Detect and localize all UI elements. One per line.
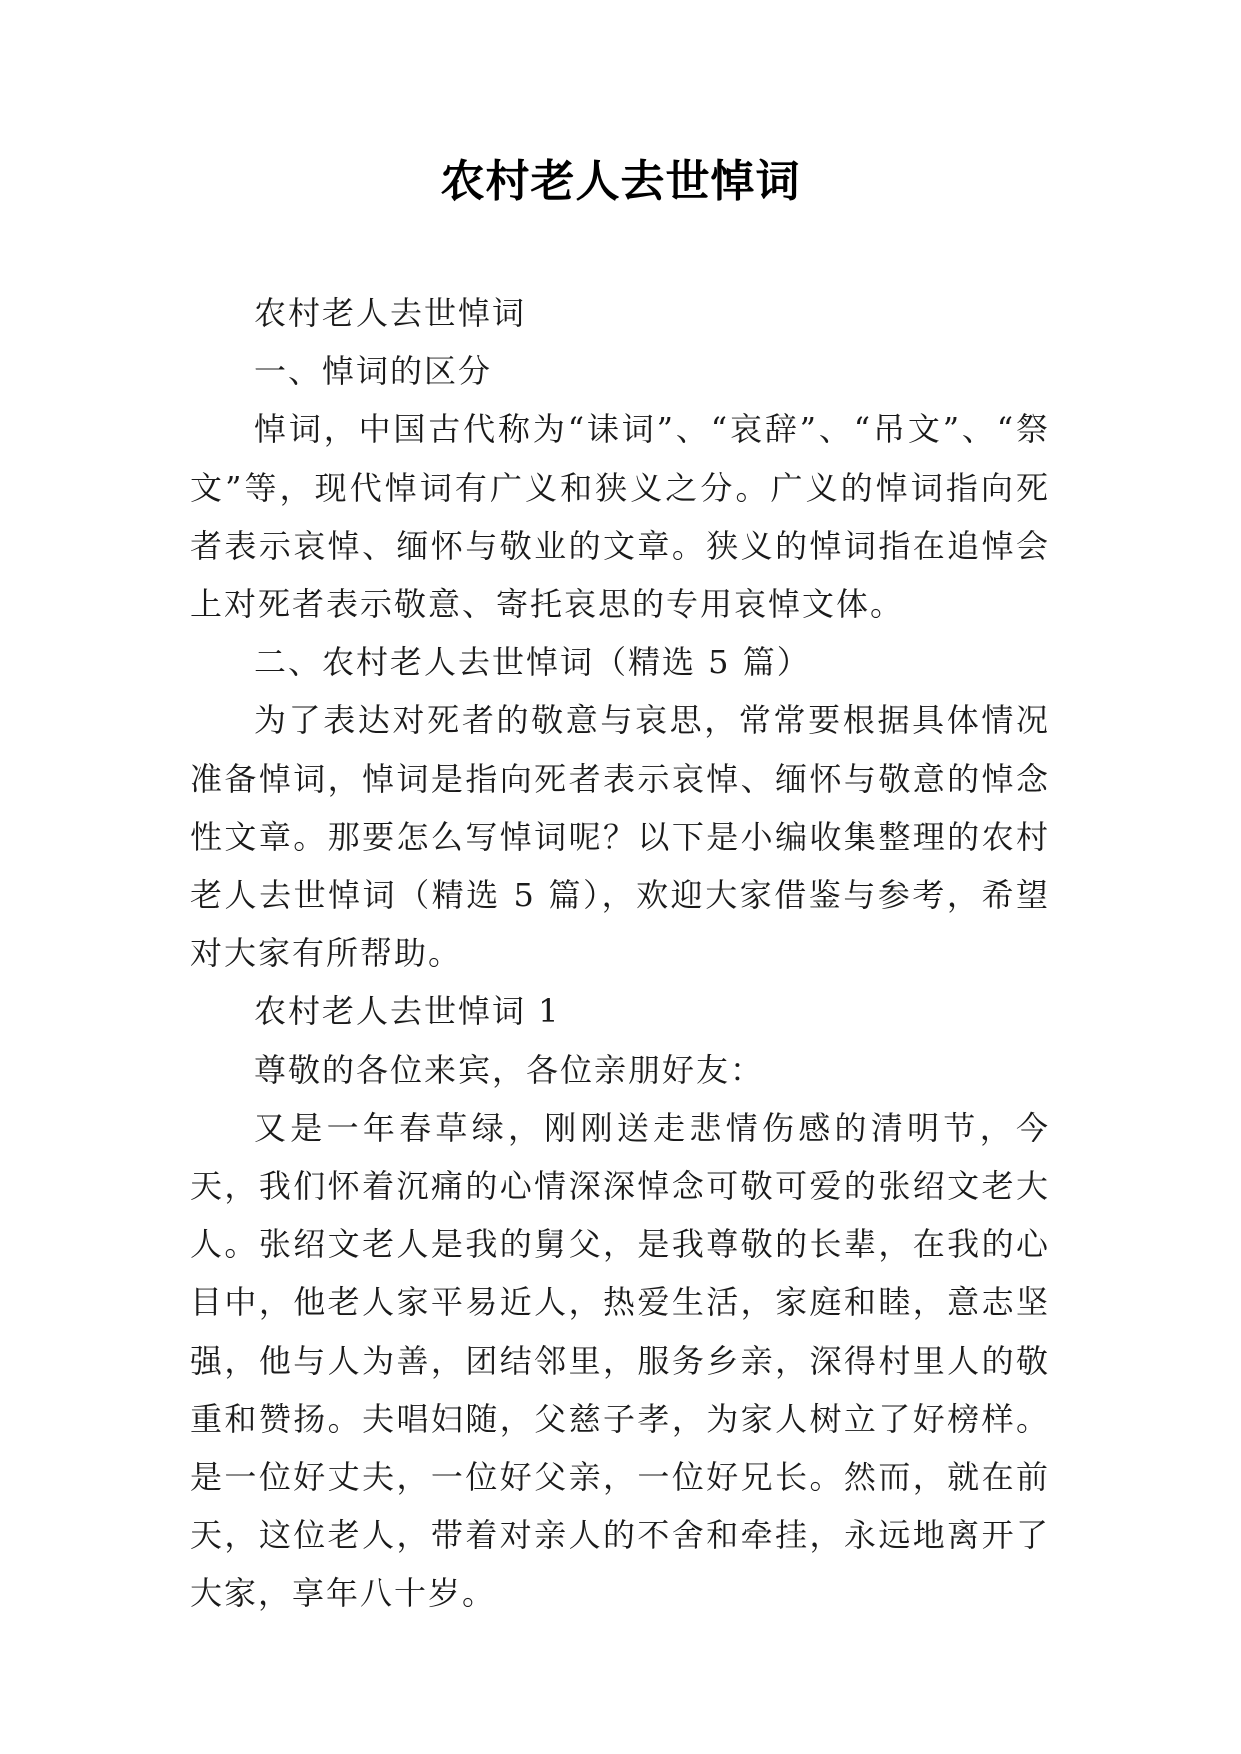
paragraph-eulogy-body: 又是一年春草绿，刚刚送走悲情伤感的清明节，今天，我们怀着沉痛的心情深深悼念可敬可爱的张绍文老大人。张绍文老人是我的舅父，是我尊敬的长辈，在我的心目中，他老人家平易近人，热爱生活，家庭和睦，意志坚强，他与人为善，团结邻里，服务乡亲，深得村里人的敬重和赞扬。夫唱妇随，父慈子孝，为家人树立了好榜样。是一位好丈夫，一位好父亲，一位好兄长。然而，就在前天，这位老人，带着对亲人的不舍和牵挂，永远地离开了大家，享年八十岁。 [190,1108,1050,1613]
document-body [190,284,1050,1623]
paragraph-salutation: 尊敬的各位来宾，各位亲朋好友： [254,1050,765,1089]
paragraph-section-one-heading: 一、悼词的区分 [254,352,493,391]
paragraph-definition: 悼词，中国古代称为“诔词”、“哀辞”、“吊文”、“祭文”等，现代悼词有广义和狭义之分。广义的悼词指向死者表示哀悼、缅怀与敬业的文章。狭义的悼词指在追悼会上对死者表示敬意、寄托哀思的专用哀悼文体。 [190,410,1050,624]
paragraph-eulogy-one-heading: 农村老人去世悼词 1 [254,992,561,1031]
paragraph-section-two-heading: 二、农村老人去世悼词（精选 5 篇） [254,643,811,682]
paragraph-subtitle: 农村老人去世悼词 [254,294,527,332]
document-title: 农村老人去世悼词 [440,156,801,207]
paragraph-introduction: 为了表达对死者的敬意与哀思，常常要根据具体情况准备悼词，悼词是指向死者表示哀悼、缅怀与敬意的悼念性文章。那要怎么写悼词呢？以下是小编收集整理的农村老人去世悼词（精选 5 篇），欢迎大家借鉴与参考，希望对大家有所帮助。 [190,701,1050,973]
